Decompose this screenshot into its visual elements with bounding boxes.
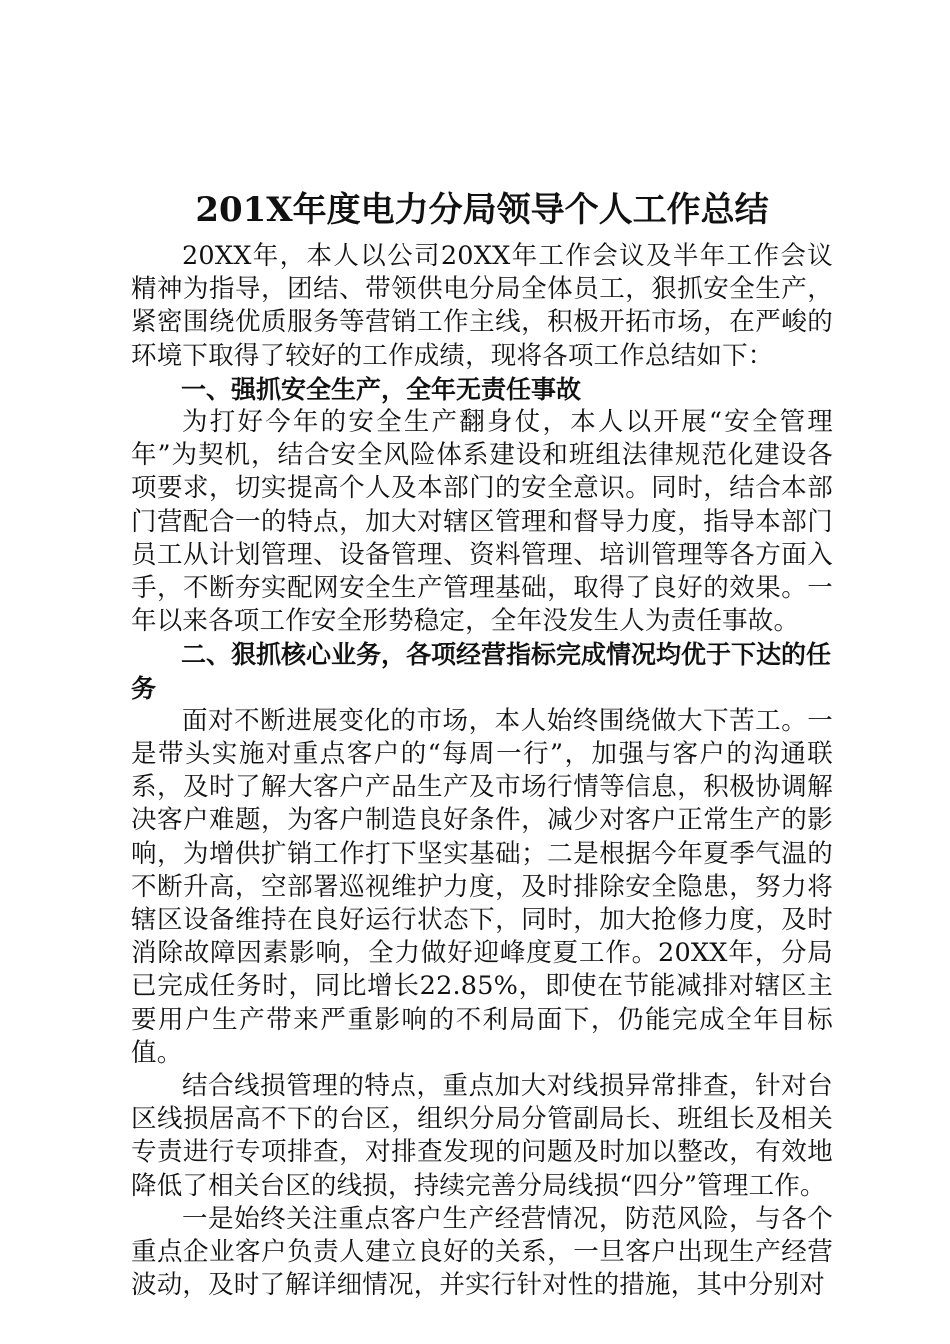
section-1-paragraph: 为打好今年的安全生产翻身仗，本人以开展“安全管理年”为契机，结合安全风险体系建设和班组法律规范化建设各项要求，切实提高个人及本部门的安全意识。同时，结合本部门营配合一的特点，加大对辖区管理和督导力度，指导本部门员工从计划管理、设备管理、资料管理、培训管理等各方面入手，不断夯实配网安全生产管理基础，取得了良好的效果。一年以来各项工作安全形势稳定，全年没发生人为责任事故。 (131, 407, 833, 637)
section-2-paragraph-2: 结合线损管理的特点，重点加大对线损异常排查，针对台区线损居高不下的台区，组织分局分管副局长、班组长及相关专责进行专项排查，对排查发现的问题及时加以整改，有效地降低了相关台区的线损，持续完善分局线损“四分”管理工作。 (131, 1071, 833, 1201)
document-page (131, 180, 833, 1303)
section-2-paragraph-3: 一是始终关注重点客户生产经营情况，防范风险，与各个重点企业客户负责人建立良好的关系，一旦客户出现生产经营波动，及时了解详细情况，并实行针对性的措施，其中分别对 (131, 1203, 833, 1301)
section-2-paragraph-1: 面对不断进展变化的市场，本人始终围绕做大下苦工。一是带头实施对重点客户的“每周一行”，加强与客户的沟通联系，及时了解大客户产品生产及市场行情等信息，积极协调解决客户难题，为客户制造良好条件，减少对客户正常生产的影响，为增供扩销工作打下坚实基础；二是根据今年夏季气温的不断升高，空部署巡视维护力度，及时排除安全隐患，努力将辖区设备维持在良好运行状态下，同时，加大抢修力度，及时消除故障因素影响，全力做好迎峰度夏工作。20XX年，分局已完成任务时，同比增长22.85%，即使在节能减排对辖区主要用户生产带来严重影响的不利局面下，仍能完成全年目标值。 (131, 705, 833, 1068)
section-1-heading: 一、强抓安全生产，全年无责任事故 (181, 374, 582, 404)
document-title: 201X年度电力分局领导个人工作总结 (195, 190, 769, 230)
intro-paragraph: 20XX年，本人以公司20XX年工作会议及半年工作会议精神为指导，团结、带领供电分局全体员工，狠抓安全生产，紧密围绕优质服务等营销工作主线，积极开拓市场，在严峻的环境下取得了较好的工作成绩，现将各项工作总结如下： (131, 241, 833, 371)
section-2-heading: 二、狠抓核心业务，各项经营指标完成情况均优于下达的任务 (131, 640, 832, 703)
